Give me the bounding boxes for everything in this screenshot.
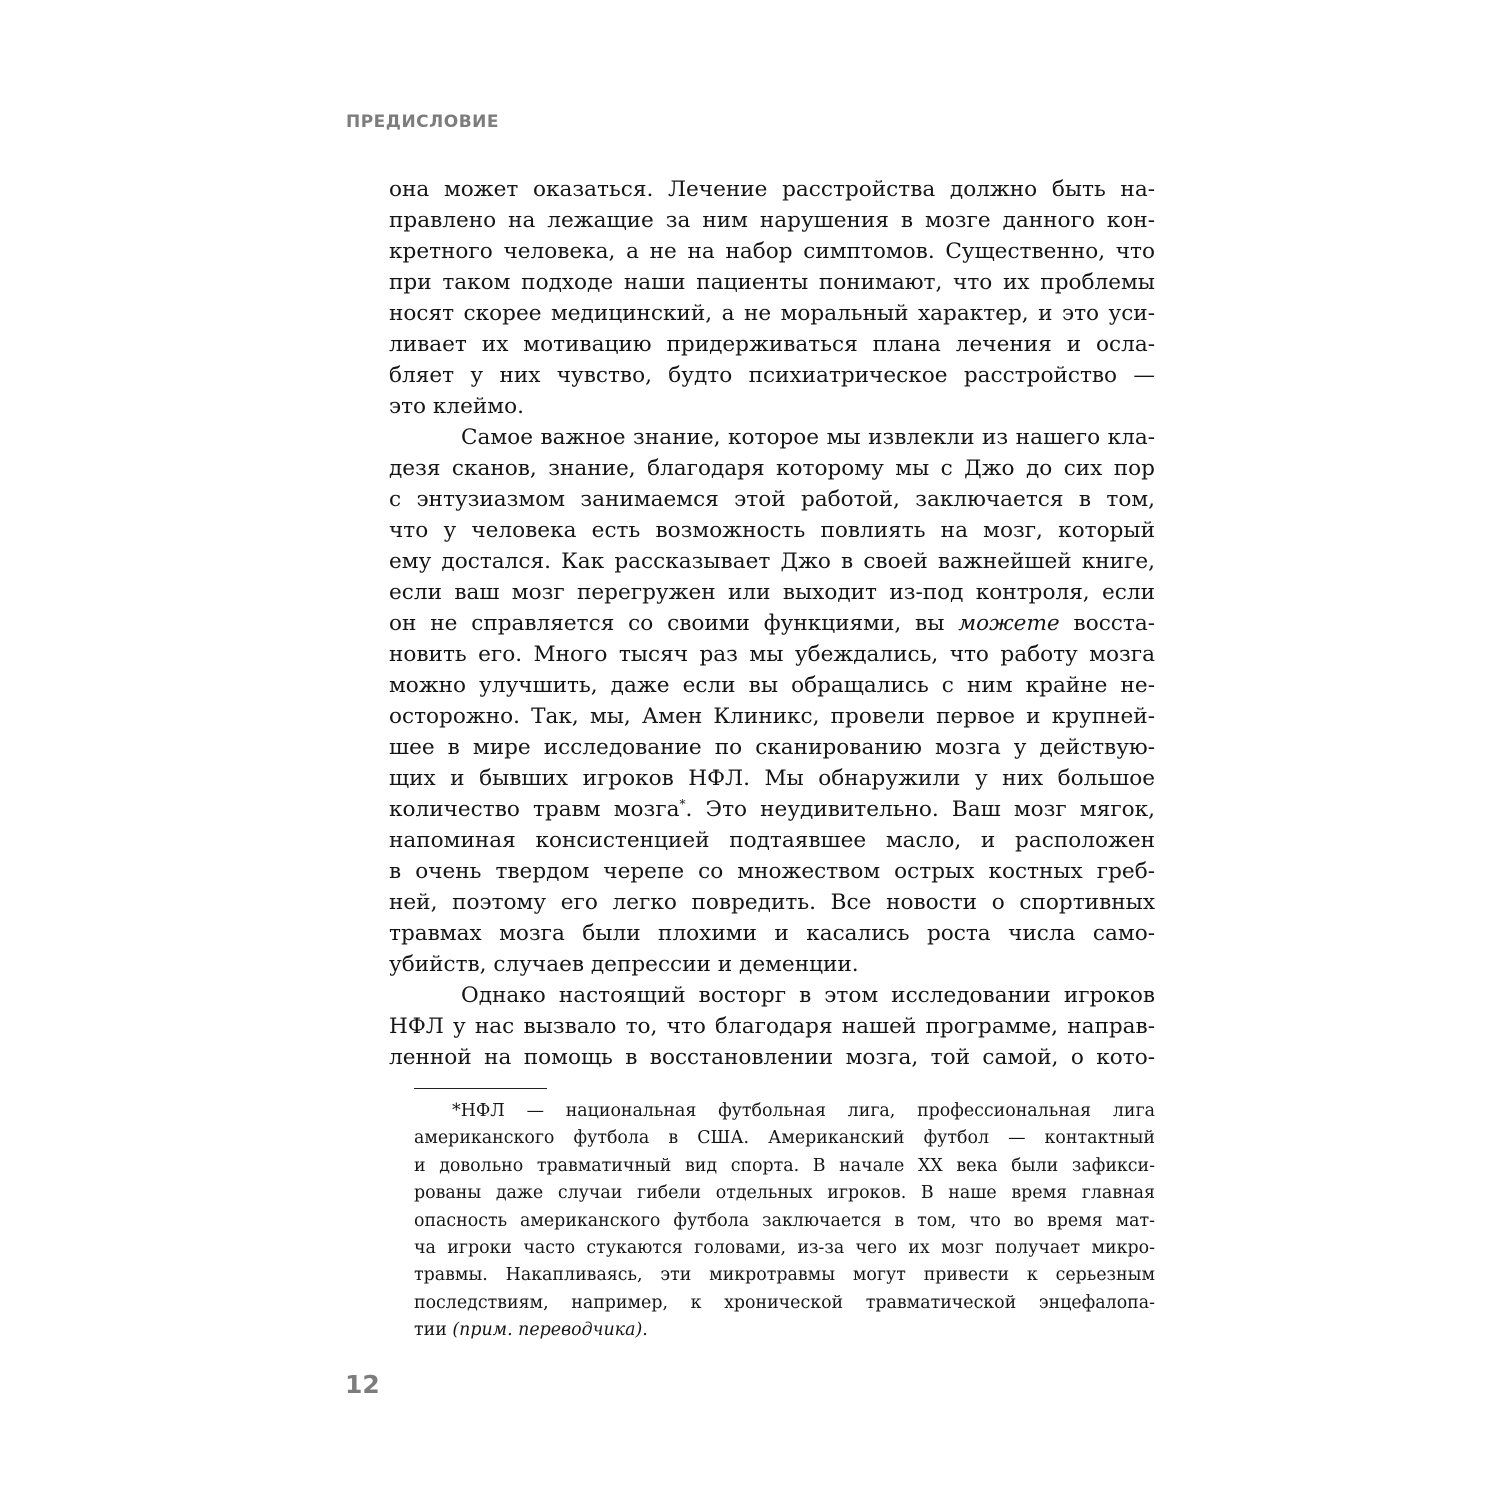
text-line: кретного человека, а не на набор симптомов. Существенно, что — [389, 239, 1155, 264]
text-line: что у человека есть возможность повлиять на мозг, который — [389, 518, 1155, 543]
text-line: ней, поэтому его легко повредить. Все новости о спортивных — [389, 890, 1155, 915]
page-number: 12 — [345, 1370, 380, 1399]
text-line: бляет у них чувство, будто психиатрическое расстройство — — [389, 363, 1155, 388]
emphasis: можете — [958, 611, 1060, 636]
text-line: щих и бывших игроков НФЛ. Мы обнаружили у них большое — [389, 766, 1155, 791]
footnote-divider — [414, 1088, 547, 1089]
text-line: шее в мире исследование по сканированию мозга у действую- — [389, 735, 1155, 760]
text-segment: он не справляется со своими функциями, вы — [389, 611, 959, 636]
text-segment: количество травм мозга — [389, 797, 680, 822]
text-line: с энтузиазмом занимаемся этой работой, заключается в том, — [389, 487, 1155, 512]
text-line: убийств, случаев депрессии и деменции. — [389, 952, 859, 977]
footnote-line: и довольно травматичный вид спорта. В начале XX века были зафикси- — [414, 1155, 1155, 1176]
footnote-line: опасность американского футбола заключается в том, что во время мат- — [414, 1210, 1155, 1231]
text-segment: . — [642, 1320, 648, 1341]
text-line: новить его. Много тысяч раз мы убеждались, что работу мозга — [389, 642, 1155, 667]
text-line: напоминая консистенцией подтаявшее масло, и расположен — [389, 828, 1155, 853]
text-line: можно улучшить, даже если вы обращались с ним крайне не- — [389, 673, 1155, 698]
text-line: при таком подходе наши пациенты понимают, что их проблемы — [389, 270, 1155, 295]
text-line: НФЛ у нас вызвало то, что благодаря нашей программе, направ- — [389, 1014, 1155, 1039]
footnote-line: ча игроки часто стукаются головами, из-за чего их мозг получает микро- — [414, 1237, 1155, 1258]
text-line: Однако настоящий восторг в этом исследовании игроков — [461, 983, 1155, 1008]
text-line: она может оказаться. Лечение расстройства должно быть на- — [389, 177, 1155, 202]
body-text — [389, 174, 1155, 1073]
text-line — [389, 608, 1155, 639]
text-line: ему достался. Как рассказывает Джо в своей важнейшей книге, — [389, 549, 1155, 574]
text-segment: тии — [414, 1320, 453, 1341]
footnote-line: травмы. Накапливаясь, эти микротравмы могут привести к серьезным — [414, 1265, 1155, 1286]
footnote-line — [414, 1317, 1155, 1344]
footnote — [414, 1098, 1155, 1345]
footnote-line: рованы даже случаи гибели отдельных игроков. В наше время главная — [414, 1183, 1155, 1204]
text-line: если ваш мозг перегружен или выходит из-под контроля, если — [389, 580, 1155, 605]
text-line: дезя сканов, знание, благодаря которому мы с Джо до сих пор — [389, 456, 1155, 481]
footnote-line: *НФЛ — национальная футбольная лига, профессиональная лига — [452, 1101, 1155, 1121]
text-line: травмах мозга были плохими и касались роста числа само- — [389, 921, 1155, 946]
text-line: это клеймо. — [389, 394, 524, 419]
footnote-line: последствиям, например, к хронической травматической энцефалопа- — [414, 1292, 1155, 1313]
text-line — [389, 794, 1155, 825]
running-head: ПРЕДИСЛОВИЕ — [346, 112, 500, 132]
text-line: ливает их мотивацию придерживаться плана лечения и осла- — [389, 332, 1155, 357]
text-segment: восста- — [1059, 611, 1155, 636]
text-line: ленной на помощь в восстановлении мозга, той самой, о кото- — [389, 1045, 1155, 1070]
text-line: правлено на лежащие за ним нарушения в мозге данного кон- — [389, 208, 1155, 233]
text-line: Самое важное знание, которое мы извлекли из нашего кла- — [461, 425, 1155, 450]
footnote-line: американского футбола в США. Американский футбол — контактный — [414, 1128, 1155, 1149]
text-line: осторожно. Так, мы, Амен Клиникс, провели первое и крупней- — [389, 704, 1155, 729]
text-line: носят скорее медицинский, а не моральный характер, и это уси- — [389, 301, 1155, 326]
text-segment: . Это неудивительно. Ваш мозг мягок, — [685, 797, 1155, 822]
emphasis: (прим. переводчика) — [452, 1320, 643, 1341]
text-line: в очень твердом черепе со множеством острых костных греб- — [389, 859, 1155, 884]
footnote-marker: * — [679, 797, 686, 811]
